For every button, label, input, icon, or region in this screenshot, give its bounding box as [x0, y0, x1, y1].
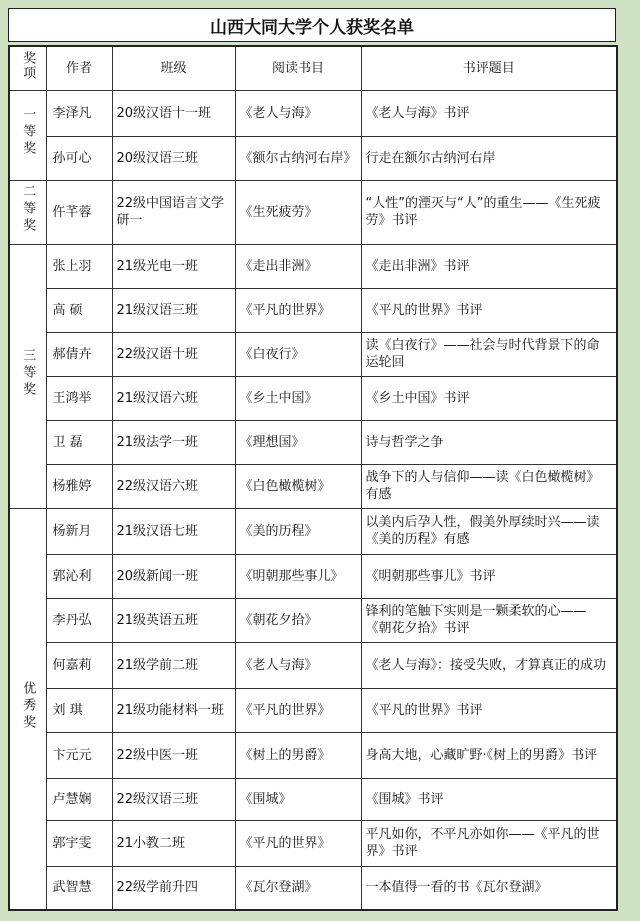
class-cell: 22级中国语言文学研一 — [112, 180, 235, 244]
class-cell: 22级学前升四 — [112, 866, 235, 910]
review-cell: 诗与哲学之争 — [361, 420, 617, 464]
book-cell: 《平凡的世界》 — [235, 288, 361, 332]
class-cell: 21级汉语六班 — [112, 376, 235, 420]
class-cell: 20级新闻一班 — [112, 554, 235, 598]
book-cell: 《美的历程》 — [235, 508, 361, 554]
review-cell: 平凡如你，不平凡亦如你——《平凡的世界》书评 — [361, 820, 617, 866]
book-cell: 《白色橄榄树》 — [235, 464, 361, 508]
book-cell: 《老人与海》 — [235, 642, 361, 688]
table-row — [9, 376, 617, 420]
book-cell: 《朝花夕拾》 — [235, 598, 361, 642]
author-cell: 李泽凡 — [46, 90, 112, 136]
book-cell: 《理想国》 — [235, 420, 361, 464]
review-cell: 以美内后孕人性，假美外厚续时兴——读《美的历程》有感 — [361, 508, 617, 554]
review-cell: 《明朝那些事儿》书评 — [361, 554, 617, 598]
table-row — [9, 866, 617, 910]
author-cell: 刘 琪 — [46, 688, 112, 732]
class-cell: 20级汉语十一班 — [112, 90, 235, 136]
author-cell: 孙可心 — [46, 136, 112, 180]
author-cell: 高 硕 — [46, 288, 112, 332]
book-cell: 《白夜行》 — [235, 332, 361, 376]
author-cell: 仵芊蓉 — [46, 180, 112, 244]
class-cell: 21级汉语七班 — [112, 508, 235, 554]
review-cell: 战争下的人与信仰——读《白色橄榄树》有感 — [361, 464, 617, 508]
review-cell: 《平凡的世界》书评 — [361, 688, 617, 732]
book-cell: 《瓦尔登湖》 — [235, 866, 361, 910]
class-cell: 20级汉语三班 — [112, 136, 235, 180]
review-cell: 《走出非洲》书评 — [361, 244, 617, 288]
table-row — [9, 180, 617, 244]
author-cell: 武智慧 — [46, 866, 112, 910]
book-cell: 《围城》 — [235, 778, 361, 820]
author-cell: 杨新月 — [46, 508, 112, 554]
award-level-cell: 三等奖 — [9, 244, 46, 508]
book-cell: 《乡土中国》 — [235, 376, 361, 420]
table-row — [9, 508, 617, 554]
book-cell: 《平凡的世界》 — [235, 820, 361, 866]
header-author: 作者 — [46, 46, 112, 90]
author-cell: 李丹弘 — [46, 598, 112, 642]
table-row — [9, 332, 617, 376]
class-cell: 22级汉语三班 — [112, 778, 235, 820]
author-cell: 郝倩卉 — [46, 332, 112, 376]
book-cell: 《生死疲劳》 — [235, 180, 361, 244]
review-cell: 《平凡的世界》书评 — [361, 288, 617, 332]
author-cell: 杨雅婷 — [46, 464, 112, 508]
book-cell: 《明朝那些事儿》 — [235, 554, 361, 598]
author-cell: 卫 磊 — [46, 420, 112, 464]
class-cell: 21小教二班 — [112, 820, 235, 866]
header-class: 班级 — [112, 46, 235, 90]
table-row — [9, 420, 617, 464]
class-cell: 21级英语五班 — [112, 598, 235, 642]
author-cell: 郭宇雯 — [46, 820, 112, 866]
review-cell: 《围城》书评 — [361, 778, 617, 820]
author-cell: 何嘉莉 — [46, 642, 112, 688]
book-cell: 《平凡的世界》 — [235, 688, 361, 732]
book-cell: 《树上的男爵》 — [235, 732, 361, 778]
table-row — [9, 778, 617, 820]
table-row — [9, 820, 617, 866]
table-row — [9, 136, 617, 180]
review-cell: 《乡土中国》书评 — [361, 376, 617, 420]
award-level-cell: 优秀奖 — [9, 508, 46, 910]
header-review: 书评题目 — [361, 46, 617, 90]
class-cell: 21级光电一班 — [112, 244, 235, 288]
author-cell: 王鸿举 — [46, 376, 112, 420]
review-cell: 一本值得一看的书《瓦尔登湖》 — [361, 866, 617, 910]
book-cell: 《老人与海》 — [235, 90, 361, 136]
page-title: 山西大同大学个人获奖名单 — [8, 8, 616, 42]
class-cell: 21级功能材料一班 — [112, 688, 235, 732]
class-cell: 21级汉语三班 — [112, 288, 235, 332]
table-row — [9, 642, 617, 688]
table-row — [9, 598, 617, 642]
author-cell: 卞元元 — [46, 732, 112, 778]
award-table — [8, 45, 618, 911]
header-row — [9, 46, 617, 90]
review-cell: “人性”的湮灭与“人”的重生——《生死疲劳》书评 — [361, 180, 617, 244]
table-row — [9, 688, 617, 732]
author-cell: 郭沁利 — [46, 554, 112, 598]
book-cell: 《走出非洲》 — [235, 244, 361, 288]
review-cell: 《老人与海》：接受失败，才算真正的成功 — [361, 642, 617, 688]
class-cell: 22级汉语十班 — [112, 332, 235, 376]
review-cell: 锋利的笔触下实则是一颗柔软的心——《朝花夕拾》书评 — [361, 598, 617, 642]
table-row — [9, 244, 617, 288]
review-cell: 《老人与海》书评 — [361, 90, 617, 136]
table-row — [9, 732, 617, 778]
author-cell: 卢慧娴 — [46, 778, 112, 820]
table-row — [9, 554, 617, 598]
class-cell: 21级学前二班 — [112, 642, 235, 688]
header-book: 阅读书目 — [235, 46, 361, 90]
class-cell: 22级汉语六班 — [112, 464, 235, 508]
class-cell: 22级中医一班 — [112, 732, 235, 778]
award-level-cell: 二等奖 — [9, 180, 46, 244]
table-row — [9, 288, 617, 332]
award-level-cell: 一等奖 — [9, 90, 46, 180]
table-row — [9, 464, 617, 508]
class-cell: 21级法学一班 — [112, 420, 235, 464]
author-cell: 张上羽 — [46, 244, 112, 288]
review-cell: 读《白夜行》——社会与时代背景下的命运轮回 — [361, 332, 617, 376]
review-cell: 行走在额尔古纳河右岸 — [361, 136, 617, 180]
book-cell: 《额尔古纳河右岸》 — [235, 136, 361, 180]
table-row — [9, 90, 617, 136]
header-award: 奖项 — [9, 46, 46, 90]
review-cell: 身高大地，心藏旷野·《树上的男爵》书评 — [361, 732, 617, 778]
